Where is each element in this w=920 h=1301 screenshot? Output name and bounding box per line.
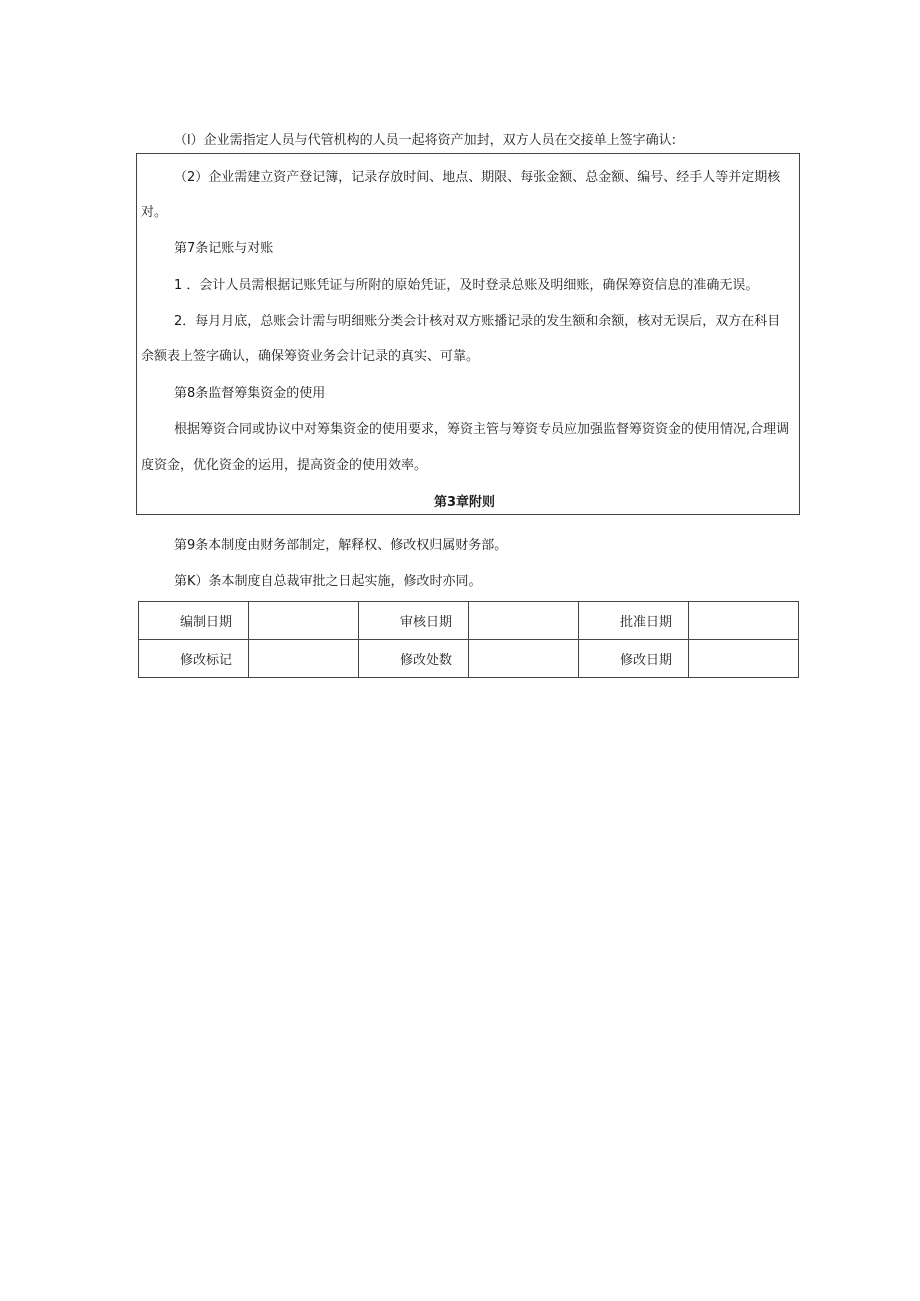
approval-date-label: 批准日期 bbox=[579, 602, 689, 640]
article-9: 第9条本制度由财务部制定，解释权、修改权归属财务部。 bbox=[174, 538, 508, 553]
paragraph-2-cont: 对。 bbox=[141, 205, 168, 220]
paragraph-1: （l）企业需指定人员与代管机构的人员一起将资产加封，双方人员在交接单上签字确认: bbox=[174, 133, 676, 148]
compile-date-value bbox=[249, 602, 359, 640]
table-row bbox=[139, 602, 799, 640]
revision-date-value bbox=[689, 640, 799, 678]
paragraph-2: （2）企业需建立资产登记簿，记录存放时间、地点、期限、每张金额、总金额、编号、经手人等并定期核 bbox=[174, 170, 781, 185]
paragraph-3: 1 ．会计人员需根据记账凭证与所附的原始凭证，及时登录总账及明细账，确保筹资信息的准确无误。 bbox=[174, 278, 759, 293]
revision-mark-value bbox=[249, 640, 359, 678]
table-row bbox=[139, 640, 799, 678]
sign-off-table bbox=[138, 601, 799, 678]
chapter-heading: 第3章附则 bbox=[434, 495, 496, 510]
review-date-value bbox=[469, 602, 579, 640]
approval-date-value bbox=[689, 602, 799, 640]
article-10: 第K）条本制度自总裁审批之日起实施，修改时亦同。 bbox=[174, 574, 482, 589]
paragraph-5-cont: 度资金，优化资金的运用，提高资金的使用效率。 bbox=[141, 458, 428, 473]
paragraph-5: 根据筹资合同或协议中对筹集资金的使用要求，筹资主管与筹资专员应加强监督筹资资金的使用情况,合理调 bbox=[174, 422, 790, 437]
revision-count-value bbox=[469, 640, 579, 678]
revision-date-label: 修改日期 bbox=[579, 640, 689, 678]
revision-count-label: 修改处数 bbox=[359, 640, 469, 678]
revision-mark-label: 修改标记 bbox=[139, 640, 249, 678]
paragraph-4-cont: 余额表上签字确认，确保筹资业务会计记录的真实、可靠。 bbox=[141, 349, 480, 364]
article-8-title: 第8条监督筹集资金的使用 bbox=[174, 386, 326, 401]
compile-date-label: 编制日期 bbox=[139, 602, 249, 640]
article-7-title: 第7条记账与对账 bbox=[174, 241, 274, 256]
review-date-label: 审核日期 bbox=[359, 602, 469, 640]
paragraph-4: 2．每月月底，总账会计需与明细账分类会计核对双方账播记录的发生额和余额，核对无误后，双方在科目 bbox=[174, 314, 781, 329]
